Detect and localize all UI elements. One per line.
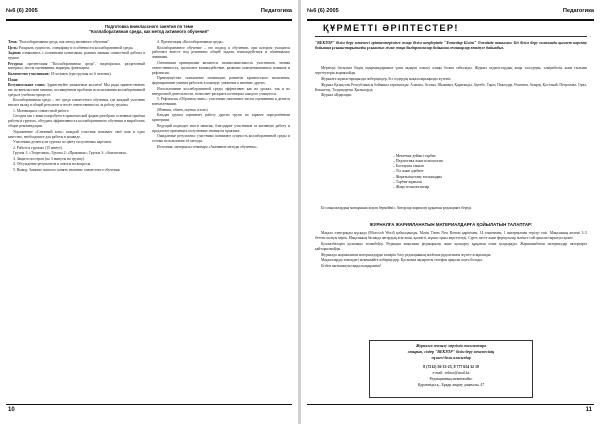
left-header-section: Педагогика	[260, 8, 292, 14]
right-paragraph-10: Бізбен ынтымақтастыққа шақырамыз!	[321, 264, 382, 269]
article-paragraph	[8, 83, 145, 98]
right-intro-paragraph: "ВЕКТОР" білім беру мекемесі әріптестерімізге жаңа білім шеңберінде "Ұстаздар Білімі" Әлемінде танымал. Біз білім беру саласында қызмет көрсету бойынша ұсыныстарымызды ұсынамыз және жаңа бағдарламалар бойынша семинарлар өткізуге дайынбыз.	[315, 41, 587, 51]
paragraph-text: Раскрыть сущность, специфику и особенности коллаборативной среды.	[17, 45, 134, 50]
paragraph-text: Упражнение «Снежный ком»: каждый участник называет своё имя и одно качество, необходимое для работы в команде.	[8, 129, 145, 139]
paragraph-text: Группа 1: «Теоретики»; Группа 2: «Практики»; Группа 3: «Аналитики».	[13, 151, 128, 156]
article-paragraph	[8, 78, 145, 83]
right-body-block-2	[315, 206, 587, 212]
article-paragraph	[8, 40, 145, 45]
article-paragraph	[8, 151, 145, 156]
paragraph-text: Ожидаемые результаты: участники понимают сущность коллаборативной среды и готовы использовать её методы.	[152, 134, 290, 144]
right-header-issue: №6 (6) 2005	[307, 8, 339, 14]
box-line-3: мүшесі бола аласыздар	[431, 356, 471, 360]
right-body-block-1	[315, 66, 587, 99]
rubric-item: – Жаңа технологиялар	[393, 185, 443, 190]
right-paragraph-3: Журнал Қазақстан Республикасы бойынша таратылады: Алматы, Астана, Шымкент, Қарағанды, Ақтөбе, Тараз, Павлодар, Өскемен, Атырау, Қостанай, Петропавл, Орал, Көкшетау, Талдықорған, Қызылорда.	[315, 82, 587, 92]
left-column-2	[152, 40, 290, 150]
paragraph-text: 18 человек (три группы по 6 человек).	[49, 72, 112, 76]
box-address-label: Редакцияның мекенжайы:	[429, 377, 473, 381]
right-paragraph-2: Журналға жұмыстарыңызды жіберіңіздер, біз сіздердің мақалаларыңызды күтеміз.	[321, 76, 452, 81]
paragraph-text: Основными принципами являются: взаимозависимость участников, личная ответственность, групповое взаимодействие, развитие коммуникативных навыков и рефлексия.	[152, 60, 290, 75]
article-paragraph	[8, 157, 145, 162]
paragraph-text: 1. Мотивация к совместной работе.	[13, 108, 70, 113]
right-paragraph-4: Журнал айдарлары:	[321, 93, 352, 98]
paragraph-lead: Ресурсы:	[8, 61, 24, 66]
right-page	[301, 0, 600, 424]
paragraph-lead: Тема:	[8, 40, 18, 44]
paragraph-text: 4. Обсуждение результатов и ответы на вопросы.	[13, 162, 92, 167]
paragraph-text: Сегодня мы с вами попробуем в практической форме разобрать основные приёмы работы в группах, обсудить эффективность коллаборативного обучения и выработать общие рекомендации.	[8, 114, 145, 129]
box-email: e-mail: vektor@mail.kz	[432, 371, 470, 375]
right-requirements-heading: ЖУРНАЛҒА ЖАРИЯЛАНАТЫН МАТЕРИАЛДАРҒА ҚОЙЫЛАТЫН ТАЛАПТАР:	[369, 222, 533, 227]
paragraph-lead: Цель:	[8, 45, 18, 50]
right-header-rule	[307, 19, 594, 21]
box-address: Қарағанды қ., Бұқар жырау даңғылы, 47	[417, 383, 485, 387]
article-paragraph	[152, 87, 290, 97]
paragraph-text: (Мнения, обмен, оценка, итоги)	[157, 107, 208, 112]
paragraph-lead: Вступительное слово:	[8, 83, 46, 88]
paragraph-text: Источник: материалы семинара «Активные методы обучения».	[157, 144, 258, 149]
left-article-title	[20, 24, 278, 35]
left-header-rule	[6, 19, 292, 21]
right-paragraph-9: Мақалаларды төмендегі мекенжайға жіберіңіздер. Қосымша ақпаратты телефон арқылы алуға болады.	[321, 258, 483, 263]
article-paragraph	[152, 61, 290, 76]
paragraph-text: Коллаборативная среда – это среда совместного обучения, где каждый участник вносит вклад в общий результат и несёт ответственность за работу группы.	[8, 98, 145, 108]
paragraph-lead: План:	[8, 77, 19, 82]
right-paragraph-5: Біз мақалалардың мазмұнына жауап бермейміз. Авторлар жариялау құқығын редакцияға береді.	[321, 206, 473, 210]
article-paragraph	[8, 109, 145, 114]
rubric-item: – Тіл және әдебиет	[393, 169, 443, 174]
article-paragraph	[152, 145, 290, 150]
box-line-2: отырып, сіздер "ВЕКТОР" білім беру мекемесінің	[407, 350, 495, 354]
right-paragraph-1: Мерзімді басылым біздің оқырмандарымыз үшін ақпарат алмасу алаңы болып табылады. Журнал педагогтардың жаңа тәсілдерін, тәжірибесін және ғылыми зерттеулерін жариялайды.	[315, 66, 587, 75]
article-paragraph	[8, 146, 145, 151]
left-header-issue: №6 (6) 2005	[6, 8, 38, 14]
rubric-item: – Мектепке дейінгі тәрбие	[393, 154, 443, 159]
paragraph-text: Коллаборативное обучение – это подход к обучению, при котором учащиеся работают вместе над решением общей задачи, взаимодействуя и обмениваясь знаниями.	[152, 45, 290, 60]
paragraph-text: 4. Презентация «Коллаборативная среда».	[157, 40, 225, 44]
right-footer-rule	[307, 404, 594, 405]
right-rubric-list	[393, 154, 443, 190]
paragraph-text: Каждая группа оценивает работу других групп по заранее определённым критериям.	[152, 113, 290, 123]
rubric-item: – Тәрбие жұмысы	[393, 180, 443, 185]
right-paragraph-7: Қолжазбаларға қаламақы төленбейді. Редакция мақаланы редакциялау және қысқарту құқығын өзіне қалдырады. Жарияланбаған материалдар авторларға қайтарылмайды.	[315, 241, 587, 251]
article-paragraph	[152, 76, 290, 86]
left-page-header	[6, 4, 292, 18]
right-page-number: 11	[585, 407, 592, 413]
article-paragraph	[152, 113, 290, 123]
paragraph-lead: Задачи:	[8, 51, 22, 56]
article-paragraph	[8, 72, 145, 77]
right-paragraph-8: Журналда жарияланған материалдарды көшіріп басу редакцияның жазбаша рұқсатымен жүзеге асырылады.	[321, 252, 492, 257]
left-title-line-1: Подготовка внеклассного занятия по теме	[104, 24, 194, 29]
paragraph-text: 3. Защита постеров (по 3 минуты на группу).	[13, 156, 86, 161]
box-phone: 8 (7212) 56-33-25, 8 777 654 32 10	[423, 365, 479, 369]
article-paragraph	[8, 162, 145, 167]
left-page-number: 10	[8, 407, 15, 413]
paragraph-text: презентация "Коллаборативная среда", видеофильм, раздаточный материал, листы оценивания, маркеры, флипчарты.	[8, 61, 145, 71]
left-page	[0, 0, 298, 424]
paragraph-text: ознакомить с основными понятиями; развить навыки совместной работы в группе.	[8, 51, 145, 60]
rubric-item: – Педагогика және психология	[393, 159, 443, 164]
article-paragraph	[8, 140, 145, 145]
article-paragraph	[152, 46, 290, 61]
rubric-item: – Бастауыш сынып	[393, 164, 443, 169]
right-header-section: Педагогика	[562, 8, 594, 14]
article-paragraph	[152, 97, 290, 107]
article-paragraph	[8, 168, 145, 173]
article-paragraph	[8, 130, 145, 140]
article-paragraph	[152, 134, 290, 144]
right-page-title: ҚҰРМЕТТІ ӘРІПТЕСТЕР!	[323, 23, 459, 33]
article-paragraph	[8, 46, 145, 51]
paragraph-text: "Коллаборативная среда, как метод активного обучения".	[17, 40, 110, 44]
article-paragraph	[152, 40, 290, 45]
left-footer-rule	[6, 404, 292, 405]
paragraph-text: 2. Работа в группах (15 минут).	[13, 145, 63, 150]
paragraph-text: 5. Рефлексия «Обратная связь»: участники заполняют листы оценивания и делятся впечатлениями.	[152, 97, 290, 107]
rubric-item: – Жаратылыстану ғылымдары	[393, 175, 443, 180]
paragraph-lead: Количество участников:	[8, 72, 50, 76]
paragraph-text: Преимущества: повышение мотивации, развитие критического мышления, формирование умения работать в команде, уважение к мнению других.	[152, 76, 290, 86]
left-title-line-2: "Коллаборативная среда, как метод активного обучения"	[88, 29, 210, 35]
paragraph-text: 5. Вывод: Занятие помогло понять значение совместного обучения.	[13, 168, 121, 172]
right-paragraph-6: Мақала электронды нұсқада (Microsoft Word) қабылданады. Мәтін Times New Roman қаріпімен, 14 өлшеммен, 1 интервалмен терілуі тиіс. Мақаланың көлемі 3–5 беттен аспауы керек. Мақаланың басында автордың аты-жөні, қызметі, жұмыс орны көрсетіледі. Сурет, кесте және формулалар мәтінге сай орналастырылуы қажет.	[315, 231, 587, 240]
article-paragraph	[8, 62, 145, 72]
paragraph-text: Ведущий подводит итоги занятия, благодарит участников за активную работу и предлагает применять полученные знания на практике.	[152, 123, 290, 133]
paragraph-text: Здравствуйте уважаемые коллеги! Мы рады приветствовать вас на внеклассном занятии, посвящённом проблеме использования коллаборативной среды в учебном процессе.	[8, 83, 145, 97]
article-paragraph	[8, 114, 145, 129]
right-page-header	[307, 4, 594, 18]
left-column-1	[8, 40, 145, 174]
box-line-1: Журналға жазылу мерзімін жалғастыра	[415, 344, 487, 348]
article-paragraph	[8, 51, 145, 61]
right-title-underline	[315, 36, 587, 37]
article-paragraph	[152, 108, 290, 113]
paragraph-text: Участники делятся на группы по цвету полученных карточек.	[13, 140, 112, 145]
right-body-block-3	[315, 231, 587, 270]
article-paragraph	[152, 124, 290, 134]
paragraph-text: Использование коллаборативной среды эффективно как на уроках, так и во внеурочной деятельности, позволяет раскрыть потенциал каждого учащегося.	[152, 86, 290, 96]
article-paragraph	[8, 98, 145, 108]
subscription-contact-box	[369, 340, 533, 398]
